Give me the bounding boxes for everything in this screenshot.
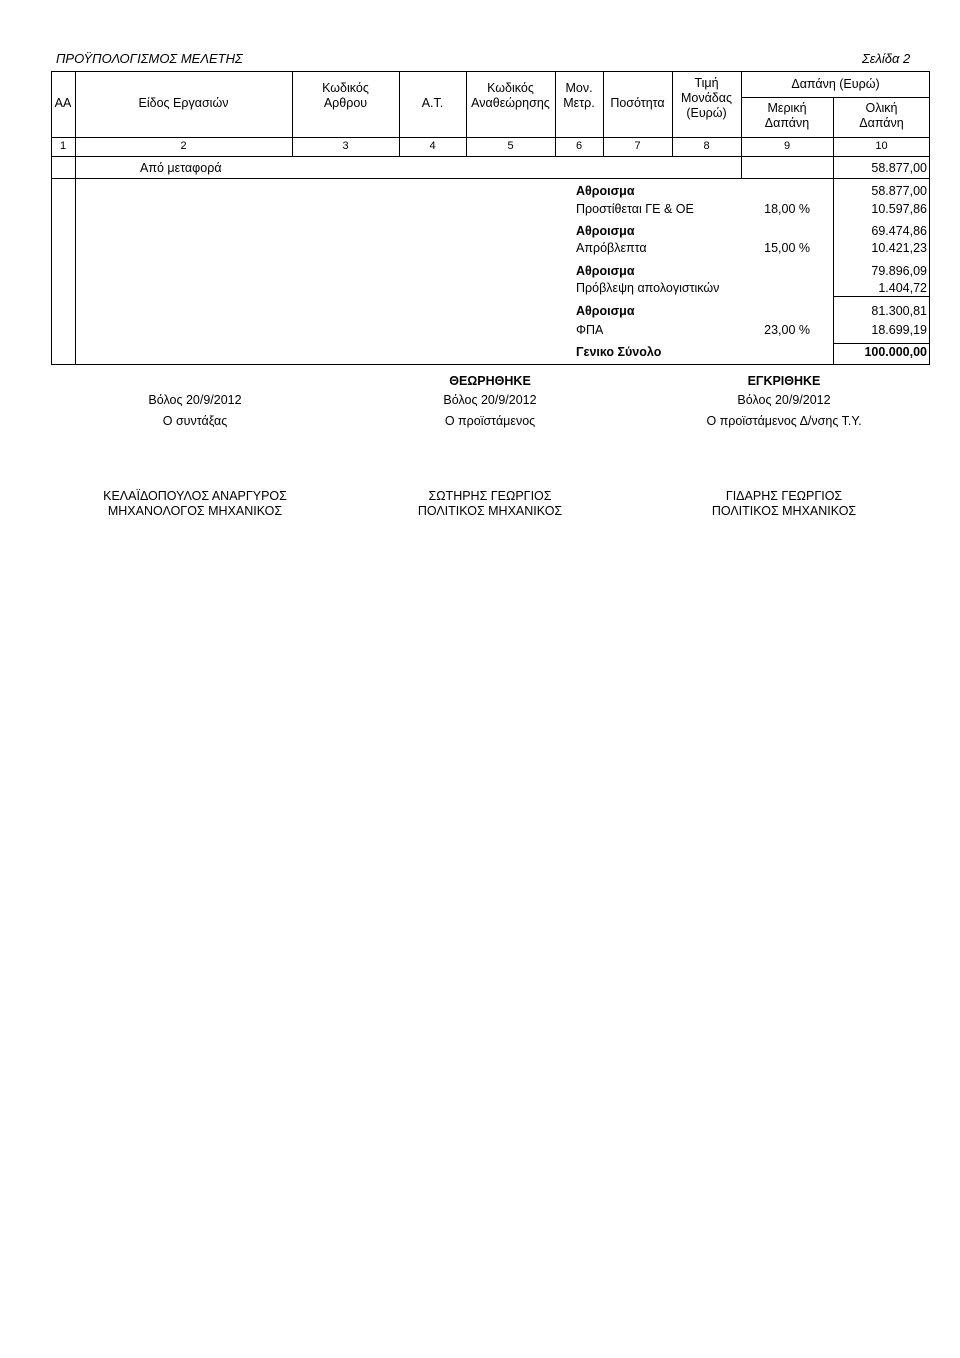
oliki-rule-line bbox=[833, 296, 930, 297]
column-numbers-line bbox=[51, 156, 930, 157]
col-timi-header: Τιμή Μονάδας (Ευρώ) bbox=[680, 76, 733, 120]
summary-label: Αθροισμα bbox=[576, 264, 635, 278]
summary-label: Αθροισμα bbox=[576, 184, 635, 198]
dapani-subheader-line bbox=[741, 97, 930, 98]
col-number: 6 bbox=[575, 140, 583, 152]
col-number: 10 bbox=[875, 140, 888, 152]
signature-title: ΜΗΧΑΝΟΛΟΓΟΣ ΜΗΧΑΝΙΚΟΣ bbox=[107, 504, 283, 518]
summary-label: Προστίθεται ΓΕ & ΟΕ bbox=[576, 202, 694, 216]
col-anatheorisis-header: Κωδικός Αναθεώρησης bbox=[471, 81, 550, 110]
summary-value: 58.877,00 bbox=[871, 184, 927, 198]
signature-role: Ο προϊστάμενος bbox=[444, 414, 536, 428]
summary-label: Αθροισμα bbox=[576, 224, 635, 238]
summary-label: Απρόβλεπτα bbox=[576, 241, 647, 255]
summary-value: 1.404,72 bbox=[878, 281, 927, 295]
signature-heading: ΕΓΚΡΙΘΗΚΕ bbox=[747, 374, 821, 388]
col-number: 9 bbox=[783, 140, 791, 152]
carry-row-line bbox=[51, 178, 930, 179]
signature-place-date: Βόλος 20/9/2012 bbox=[148, 393, 242, 407]
document-title: ΠΡΟΫΠΟΛΟΓΙΣΜΟΣ ΜΕΛΕΤΗΣ bbox=[56, 51, 243, 66]
signature-role: Ο συντάξας bbox=[162, 414, 228, 428]
col-number: 2 bbox=[180, 140, 187, 152]
col-number: 5 bbox=[507, 140, 514, 152]
signature-place-date: Βόλος 20/9/2012 bbox=[443, 393, 537, 407]
summary-percent: 18,00 % bbox=[764, 202, 810, 216]
signature-name: ΓΙΔΑΡΗΣ ΓΕΩΡΓΙΟΣ bbox=[725, 489, 843, 503]
col-oliki-header: Ολική Δαπάνη bbox=[859, 101, 904, 130]
summary-value: 81.300,81 bbox=[871, 304, 927, 318]
col-eidos-header: Είδος Εργασιών bbox=[138, 96, 229, 110]
col-number: 1 bbox=[59, 140, 67, 152]
signature-place-date: Βόλος 20/9/2012 bbox=[737, 393, 831, 407]
col-at-header: Α.Τ. bbox=[421, 96, 444, 110]
col-number: 4 bbox=[429, 140, 436, 152]
summary-label: Πρόβλεψη απολογιστικών bbox=[576, 281, 720, 295]
summary-percent: 15,00 % bbox=[764, 241, 810, 255]
carry-value: 58.877,00 bbox=[871, 161, 927, 175]
col-aa-line bbox=[75, 71, 76, 365]
summary-value: 79.896,09 bbox=[871, 264, 927, 278]
col-arthrou-header: Κωδικός Αρθρου bbox=[322, 81, 369, 110]
total-rule-line bbox=[833, 343, 930, 344]
summary-value: 10.421,23 bbox=[871, 241, 927, 255]
col-mon-header: Μον. Μετρ. bbox=[563, 81, 595, 110]
carry-label: Από μεταφορά bbox=[140, 161, 222, 175]
col-number: 7 bbox=[634, 140, 641, 152]
summary-value: 10.597,86 bbox=[871, 202, 927, 216]
total-value: 100.000,00 bbox=[864, 345, 927, 359]
summary-label: ΦΠΑ bbox=[576, 323, 604, 337]
signature-name: ΚΕΛΑΪΔΟΠΟΥΛΟΣ ΑΝΑΡΓΥΡΟΣ bbox=[103, 489, 287, 503]
signature-name: ΣΩΤΗΡΗΣ ΓΕΩΡΓΙΟΣ bbox=[428, 489, 552, 503]
signature-heading: ΘΕΩΡΗΘΗΚΕ bbox=[449, 374, 531, 388]
total-label: Γενικο Σύνολο bbox=[576, 345, 662, 359]
header-bottom-line bbox=[51, 137, 930, 138]
signature-title: ΠΟΛΙΤΙΚΟΣ ΜΗΧΑΝΙΚΟΣ bbox=[711, 504, 857, 518]
summary-percent: 23,00 % bbox=[764, 323, 810, 337]
col-aa-header: ΑΑ bbox=[54, 96, 72, 110]
col-meriki-header: Μερική Δαπάνη bbox=[764, 101, 810, 130]
col-number: 8 bbox=[703, 140, 710, 152]
signature-title: ΠΟΛΙΤΙΚΟΣ ΜΗΧΑΝΙΚΟΣ bbox=[417, 504, 563, 518]
summary-label: Αθροισμα bbox=[576, 304, 635, 318]
signature-role: Ο προϊστάμενος Δ/νσης Τ.Υ. bbox=[706, 414, 862, 428]
col-number: 3 bbox=[342, 140, 349, 152]
col-posotita-header: Ποσότητα bbox=[610, 96, 665, 110]
summary-value: 69.474,86 bbox=[871, 224, 927, 238]
page-number: Σελίδα 2 bbox=[862, 51, 911, 66]
col-dapani-header: Δαπάνη (Ευρώ) bbox=[791, 77, 880, 91]
summary-value: 18.699,19 bbox=[871, 323, 927, 337]
